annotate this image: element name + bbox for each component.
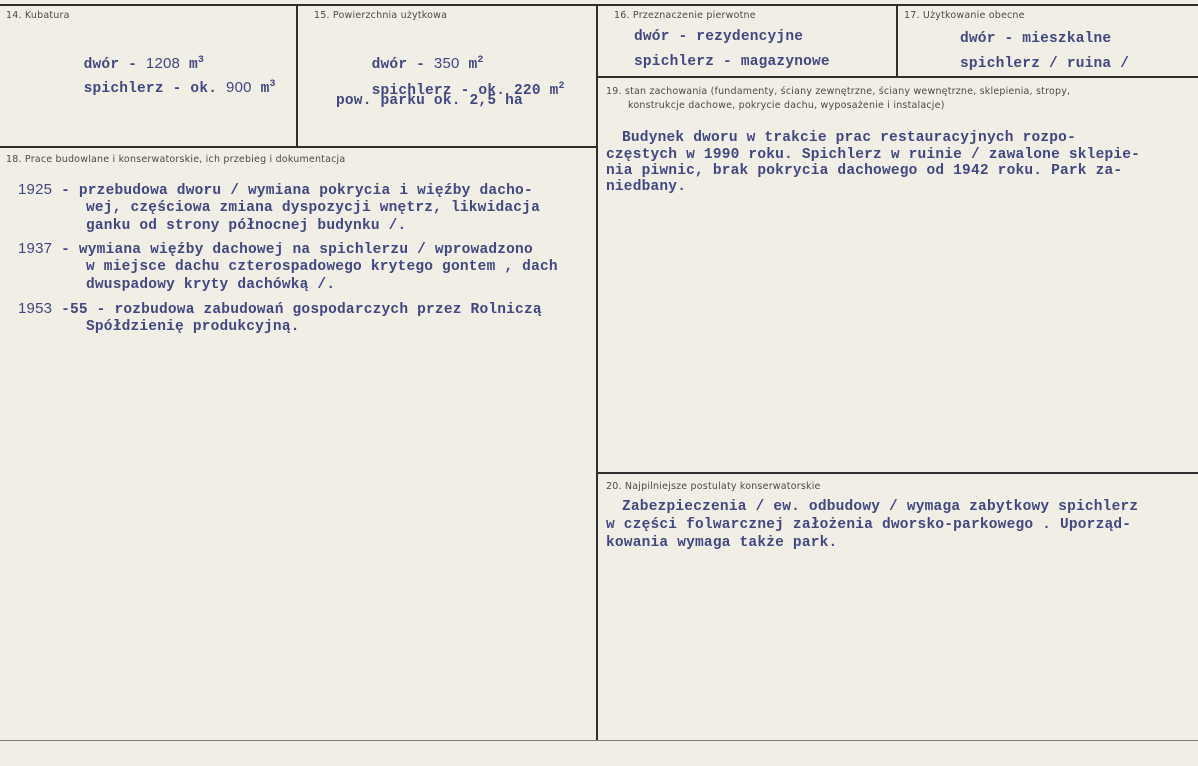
field-19-label-line-1: 19. stan zachowania (fundamenty, ściany zewnętrzne, ściany wewnętrzne, sklepienia, stropy, <box>606 86 1071 97</box>
field-17-line-1: dwór - mieszkalne <box>960 31 1112 47</box>
field-18-label: 18. Prace budowlane i konserwatorskie, ich przebieg i dokumentacja <box>6 154 346 165</box>
field-15-line-2-exp: 2 <box>558 81 565 92</box>
field-14-line-1-unit: m <box>189 56 198 73</box>
field-16-line-2: spichlerz - magazynowe <box>634 54 830 70</box>
field-14-line-2-exp: 3 <box>269 79 276 90</box>
field-14-line-2-text: spichlerz - ok. <box>83 80 227 97</box>
field-19-line-1: Budynek dworu w trakcie prac restauracyjnych rozpo- <box>622 130 1076 146</box>
field-14-line-2-unit: m <box>260 80 270 97</box>
field-17-line-2: spichlerz / ruina / <box>960 56 1130 72</box>
field-14-line-1-text: dwór - <box>83 56 146 73</box>
field-15-line-3: pow. parku ok. 2,5 ha <box>336 93 523 109</box>
field-19-line-4: niedbany. <box>606 179 687 195</box>
field-15-line-1-text: dwór - <box>371 56 434 73</box>
field-18-entry-1925 <box>18 181 533 200</box>
field-18-entry-1925-line-2: wej, częściowa zmiana dyspozycji wnętrz, likwidacja <box>86 200 540 216</box>
field-19-label-line-2: konstrukcje dachowe, pokrycie dachu, wyposażenie i instalacje) <box>628 100 945 111</box>
field-18-entry-1953-line-2: Spółdzienię produkcyjną. <box>86 319 300 335</box>
field-15-label: 15. Powierzchnia użytkowa <box>314 10 448 21</box>
field-18-entry-1937 <box>18 240 533 259</box>
top-border <box>0 4 1198 6</box>
bottom-border <box>0 740 1198 741</box>
field-18-entry-1937-line-3: dwuspadowy kryty dachówką /. <box>86 277 336 293</box>
field-18-entry-1937-line-2: w miejsce dachu czterospadowego krytego gontem , dach <box>86 259 558 275</box>
entry-line: - przebudowa dworu / wymiana pokrycia i więźby dacho- <box>52 183 533 199</box>
divider-14-15 <box>296 6 298 146</box>
field-20-line-3: kowania wymaga także park. <box>606 535 838 551</box>
field-15-line-1-unit: m <box>468 56 478 73</box>
field-15-line-1-number: 350 <box>433 54 460 72</box>
divider-19-20 <box>597 472 1198 474</box>
divider-main-vertical <box>596 6 598 740</box>
field-20-label: 20. Najpilniejsze postulaty konserwatorskie <box>606 481 821 492</box>
entry-line: - wymiana więźby dachowej na spichlerzu / wprowadzono <box>52 242 533 258</box>
field-18-entry-1925-line-3: ganku od strony północnej budynku /. <box>86 218 407 234</box>
field-16-line-1: dwór - rezydencyjne <box>634 29 804 45</box>
divider-row1-left <box>0 146 597 148</box>
field-14-line-1-exp: 3 <box>197 55 205 66</box>
field-20-line-1: Zabezpieczenia / ew. odbudowy / wymaga zabytkowy spichlerz <box>622 499 1139 515</box>
field-14-line-1-number: 1208 <box>145 54 181 72</box>
field-14-line-2-number: 900 <box>226 78 252 96</box>
field-14-line-2 <box>48 58 276 116</box>
field-20-line-2: w części folwarcznej założenia dworsko-parkowego . Uporząd- <box>606 517 1132 533</box>
field-17-label: 17. Użytkowanie obecne <box>904 10 1025 21</box>
field-14-label: 14. Kubatura <box>6 10 70 21</box>
field-15-line-1-exp: 2 <box>477 55 484 66</box>
entry-year: 1925 <box>18 181 53 198</box>
field-15-line-2-text: spichlerz - ok. 220 m <box>371 82 559 99</box>
field-19-line-2: częstych w 1990 roku. Spichlerz w ruinie / zawalone sklepie- <box>606 147 1141 163</box>
field-16-label: 16. Przeznaczenie pierwotne <box>614 10 756 21</box>
field-19-line-3: nia piwnic, brak pokrycia dachowego od 1942 roku. Park za- <box>606 163 1123 179</box>
divider-row1-right <box>597 76 1198 78</box>
entry-year: 1953 <box>18 300 53 317</box>
entry-line: -55 - rozbudowa zabudowań gospodarczych przez Rolniczą <box>52 302 542 318</box>
divider-16-17 <box>896 6 898 76</box>
field-18-entry-1953 <box>18 300 542 319</box>
entry-year: 1937 <box>18 240 53 257</box>
